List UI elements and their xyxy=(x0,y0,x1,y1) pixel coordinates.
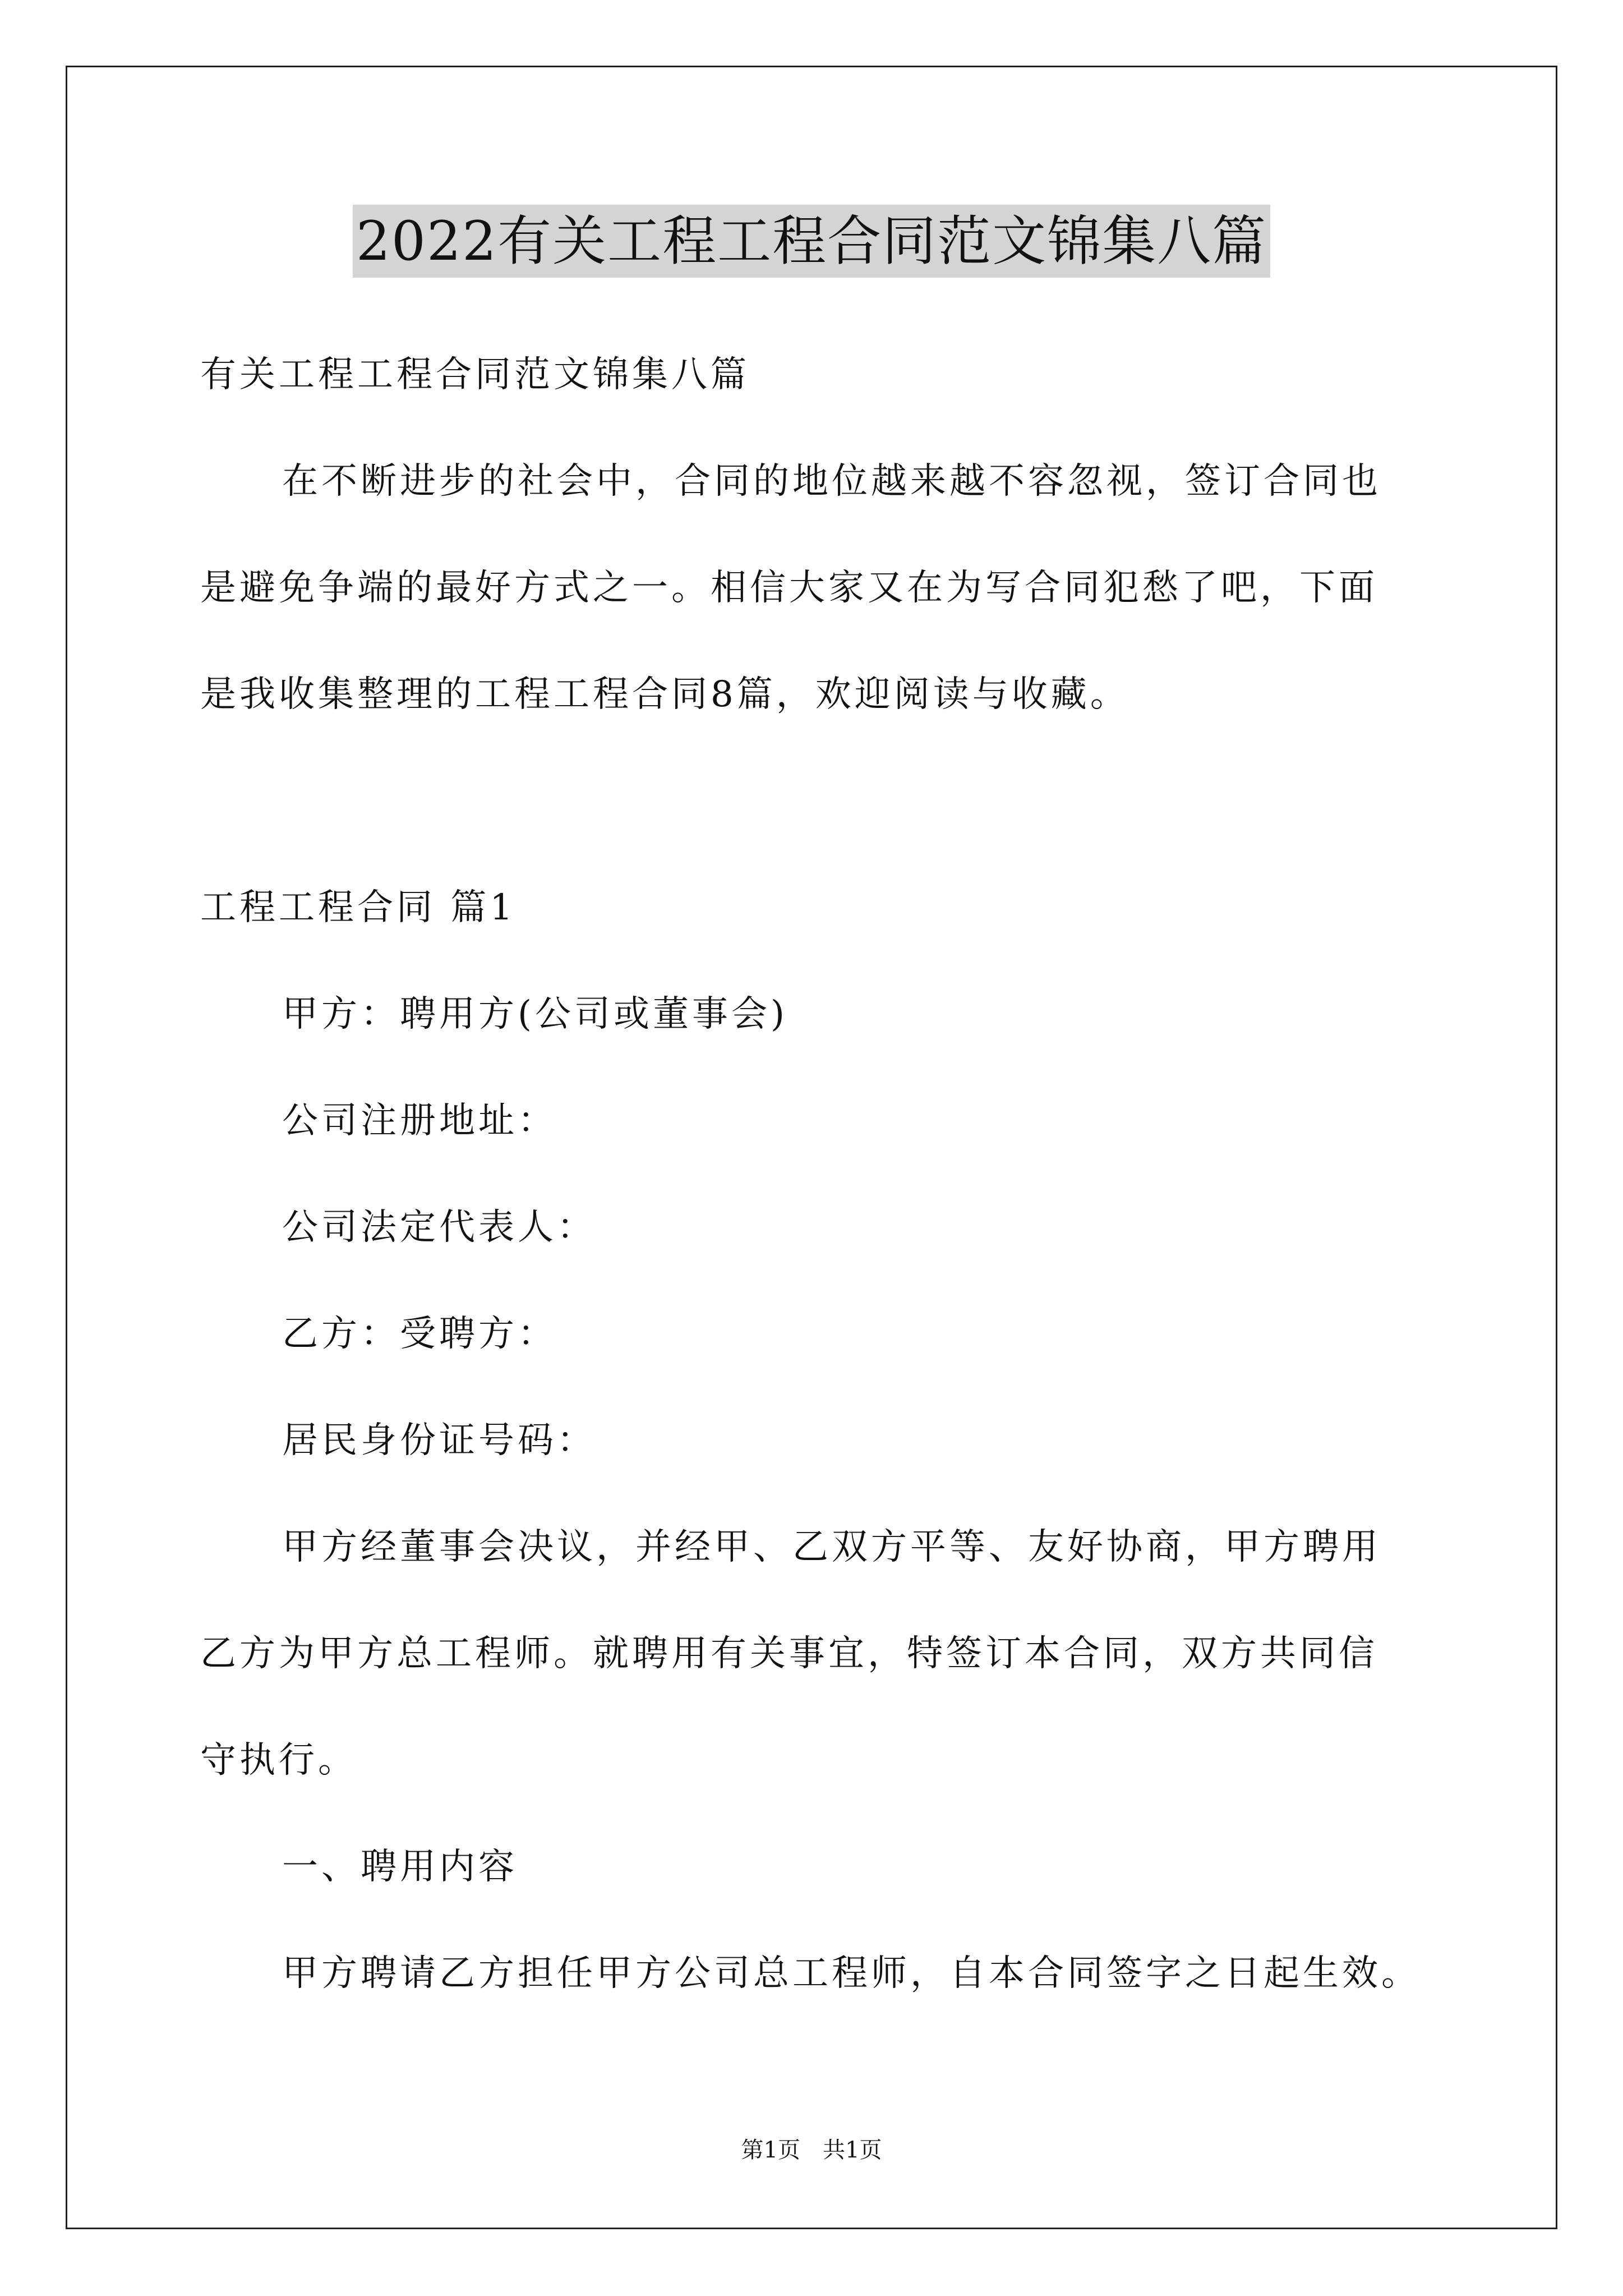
intro-paragraph-line-3: 是我收集整理的工程工程合同8篇，欢迎阅读与收藏。 xyxy=(200,674,1129,715)
party-b-line: 乙方：受聘方： xyxy=(282,1313,557,1355)
legal-representative-line: 公司法定代表人： xyxy=(282,1207,596,1248)
title-container xyxy=(0,205,1623,278)
company-address-line: 公司注册地址： xyxy=(282,1100,557,1142)
section-heading: 工程工程合同 篇1 xyxy=(200,887,517,928)
agreement-paragraph-line-2: 乙方为甲方总工程师。就聘用有关事宜，特签订本合同，双方共同信 xyxy=(200,1633,1378,1674)
party-a-line: 甲方：聘用方(公司或董事会) xyxy=(282,993,788,1035)
id-number-line: 居民身份证号码： xyxy=(282,1420,596,1461)
agreement-paragraph-line-1: 甲方经董事会决议，并经甲、乙双方平等、友好协商，甲方聘用 xyxy=(282,1526,1381,1568)
intro-paragraph-line-1: 在不断进步的社会中，合同的地位越来越不容忽视，签订合同也 xyxy=(282,461,1381,502)
subtitle-line: 有关工程工程合同范文锦集八篇 xyxy=(200,354,750,395)
document-title: 2022有关工程工程合同范文锦集八篇 xyxy=(353,205,1270,278)
intro-paragraph-line-2: 是避免争端的最好方式之一。相信大家又在为写合同犯愁了吧，下面 xyxy=(200,567,1378,609)
clause-heading: 一、聘用内容 xyxy=(282,1846,518,1888)
page-number: 第1页 共1页 xyxy=(741,2137,882,2163)
agreement-paragraph-line-3: 守执行。 xyxy=(200,1740,357,1781)
clause-paragraph-line: 甲方聘请乙方担任甲方公司总工程师，自本合同签字之日起生效。 xyxy=(282,1953,1421,1994)
